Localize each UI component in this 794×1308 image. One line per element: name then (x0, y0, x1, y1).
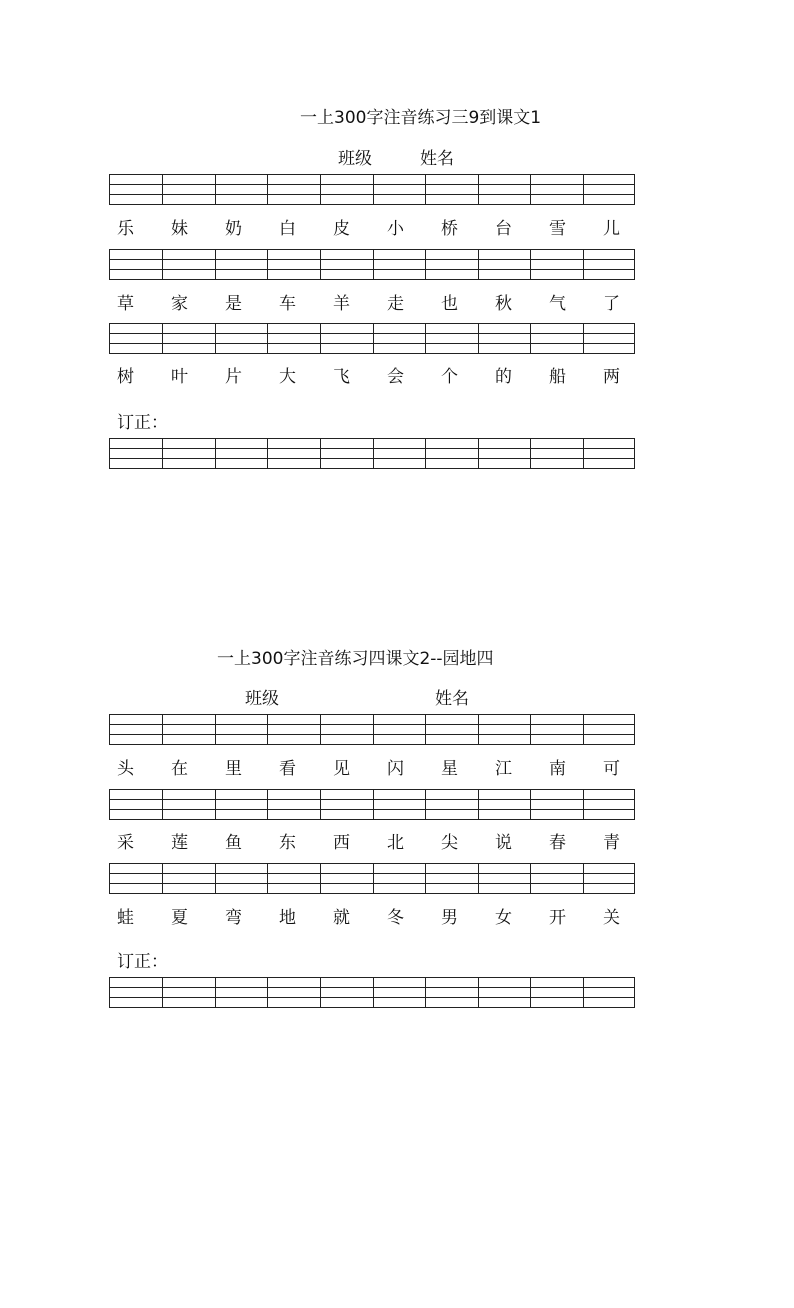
practice-character: 小 (387, 219, 404, 239)
grid-column-divider (215, 324, 216, 353)
pinyin-writing-grid (109, 714, 635, 745)
grid-column-divider (583, 175, 584, 204)
practice-character: 见 (333, 759, 350, 779)
grid-column-divider (320, 439, 321, 468)
practice-character: 可 (603, 759, 620, 779)
grid-column-divider (162, 250, 163, 279)
grid-column-divider (530, 175, 531, 204)
practice-character: 青 (603, 833, 620, 853)
grid-column-divider (583, 790, 584, 819)
grid-column-divider (162, 715, 163, 744)
grid-column-divider (162, 978, 163, 1007)
grid-column-divider (267, 715, 268, 744)
grid-column-divider (215, 250, 216, 279)
grid-column-divider (373, 978, 374, 1007)
grid-column-divider (530, 790, 531, 819)
grid-column-divider (267, 250, 268, 279)
grid-column-divider (215, 439, 216, 468)
practice-character: 地 (279, 908, 296, 928)
practice-character: 西 (333, 833, 350, 853)
grid-column-divider (320, 250, 321, 279)
grid-column-divider (583, 250, 584, 279)
grid-column-divider (425, 864, 426, 893)
grid-column-divider (583, 864, 584, 893)
grid-column-divider (478, 790, 479, 819)
grid-column-divider (478, 978, 479, 1007)
grid-column-divider (425, 175, 426, 204)
practice-character: 大 (279, 367, 296, 387)
practice-character: 弯 (225, 908, 242, 928)
section-title: 一上300字注音练习三9到课文1 (300, 108, 542, 128)
grid-column-divider (478, 250, 479, 279)
pinyin-writing-grid (109, 323, 635, 354)
correction-writing-grid (109, 977, 635, 1008)
practice-character: 的 (495, 367, 512, 387)
grid-column-divider (478, 324, 479, 353)
practice-character: 男 (441, 908, 458, 928)
practice-character: 莲 (171, 833, 188, 853)
practice-character: 皮 (333, 219, 350, 239)
correction-writing-grid (109, 438, 635, 469)
pinyin-writing-grid (109, 789, 635, 820)
grid-column-divider (267, 324, 268, 353)
grid-column-divider (373, 175, 374, 204)
grid-column-divider (530, 864, 531, 893)
grid-column-divider (478, 715, 479, 744)
practice-character: 里 (225, 759, 242, 779)
grid-column-divider (215, 978, 216, 1007)
practice-character: 了 (603, 294, 620, 314)
grid-column-divider (530, 978, 531, 1007)
grid-column-divider (267, 790, 268, 819)
grid-column-divider (267, 864, 268, 893)
grid-column-divider (373, 250, 374, 279)
grid-column-divider (530, 250, 531, 279)
grid-column-divider (320, 864, 321, 893)
grid-column-divider (373, 790, 374, 819)
practice-character: 儿 (603, 219, 620, 239)
grid-column-divider (583, 324, 584, 353)
grid-column-divider (478, 439, 479, 468)
grid-column-divider (162, 790, 163, 819)
grid-column-divider (215, 715, 216, 744)
practice-character: 关 (603, 908, 620, 928)
practice-character: 秋 (495, 294, 512, 314)
practice-character: 江 (495, 759, 512, 779)
practice-character: 台 (495, 219, 512, 239)
grid-column-divider (267, 978, 268, 1007)
practice-character: 东 (279, 833, 296, 853)
practice-character: 走 (387, 294, 404, 314)
name-label: 姓名 (420, 149, 454, 169)
practice-character: 雪 (549, 219, 566, 239)
practice-character: 两 (603, 367, 620, 387)
practice-character: 个 (441, 367, 458, 387)
practice-character: 头 (117, 759, 134, 779)
grid-column-divider (162, 175, 163, 204)
practice-character: 船 (549, 367, 566, 387)
practice-character: 也 (441, 294, 458, 314)
practice-character: 冬 (387, 908, 404, 928)
pinyin-writing-grid (109, 863, 635, 894)
grid-column-divider (425, 715, 426, 744)
grid-column-divider (583, 978, 584, 1007)
practice-character: 桥 (441, 219, 458, 239)
grid-column-divider (215, 864, 216, 893)
character-row (109, 758, 639, 780)
grid-column-divider (320, 790, 321, 819)
character-row (109, 366, 639, 388)
grid-column-divider (162, 324, 163, 353)
grid-column-divider (267, 439, 268, 468)
grid-column-divider (425, 978, 426, 1007)
class-label: 班级 (245, 689, 279, 709)
practice-character: 星 (441, 759, 458, 779)
grid-column-divider (530, 324, 531, 353)
grid-column-divider (373, 324, 374, 353)
grid-column-divider (425, 790, 426, 819)
practice-character: 采 (117, 833, 134, 853)
grid-column-divider (530, 439, 531, 468)
practice-character: 开 (549, 908, 566, 928)
grid-column-divider (478, 864, 479, 893)
grid-column-divider (583, 439, 584, 468)
practice-character: 草 (117, 294, 134, 314)
practice-character: 闪 (387, 759, 404, 779)
grid-column-divider (373, 864, 374, 893)
practice-character: 妹 (171, 219, 188, 239)
grid-column-divider (373, 439, 374, 468)
grid-column-divider (215, 790, 216, 819)
practice-character: 春 (549, 833, 566, 853)
practice-character: 就 (333, 908, 350, 928)
practice-character: 在 (171, 759, 188, 779)
practice-character: 叶 (171, 367, 188, 387)
practice-character: 家 (171, 294, 188, 314)
grid-column-divider (425, 324, 426, 353)
grid-column-divider (478, 175, 479, 204)
practice-character: 乐 (117, 219, 134, 239)
practice-character: 车 (279, 294, 296, 314)
practice-character: 树 (117, 367, 134, 387)
grid-column-divider (320, 175, 321, 204)
class-label: 班级 (338, 149, 372, 169)
practice-character: 尖 (441, 833, 458, 853)
grid-column-divider (320, 715, 321, 744)
practice-character: 鱼 (225, 833, 242, 853)
practice-character: 北 (387, 833, 404, 853)
practice-character: 白 (279, 219, 296, 239)
grid-column-divider (425, 439, 426, 468)
practice-character: 飞 (333, 367, 350, 387)
grid-column-divider (373, 715, 374, 744)
character-row (109, 907, 639, 929)
grid-column-divider (425, 250, 426, 279)
correction-label: 订正： (117, 952, 168, 972)
character-row (109, 832, 639, 854)
correction-label: 订正： (117, 413, 168, 433)
grid-column-divider (162, 439, 163, 468)
practice-character: 夏 (171, 908, 188, 928)
practice-character: 蛙 (117, 908, 134, 928)
grid-column-divider (162, 864, 163, 893)
grid-column-divider (530, 715, 531, 744)
name-label: 姓名 (435, 689, 469, 709)
character-row (109, 293, 639, 315)
character-row (109, 218, 639, 240)
section-title: 一上300字注音练习四课文2--园地四 (217, 649, 494, 669)
grid-column-divider (267, 175, 268, 204)
practice-character: 奶 (225, 219, 242, 239)
practice-character: 是 (225, 294, 242, 314)
practice-character: 女 (495, 908, 512, 928)
grid-column-divider (320, 324, 321, 353)
practice-character: 说 (495, 833, 512, 853)
pinyin-writing-grid (109, 174, 635, 205)
pinyin-writing-grid (109, 249, 635, 280)
practice-character: 看 (279, 759, 296, 779)
grid-column-divider (320, 978, 321, 1007)
practice-character: 羊 (333, 294, 350, 314)
practice-character: 气 (549, 294, 566, 314)
practice-character: 片 (225, 367, 242, 387)
practice-character: 会 (387, 367, 404, 387)
practice-character: 南 (549, 759, 566, 779)
grid-column-divider (215, 175, 216, 204)
grid-column-divider (583, 715, 584, 744)
